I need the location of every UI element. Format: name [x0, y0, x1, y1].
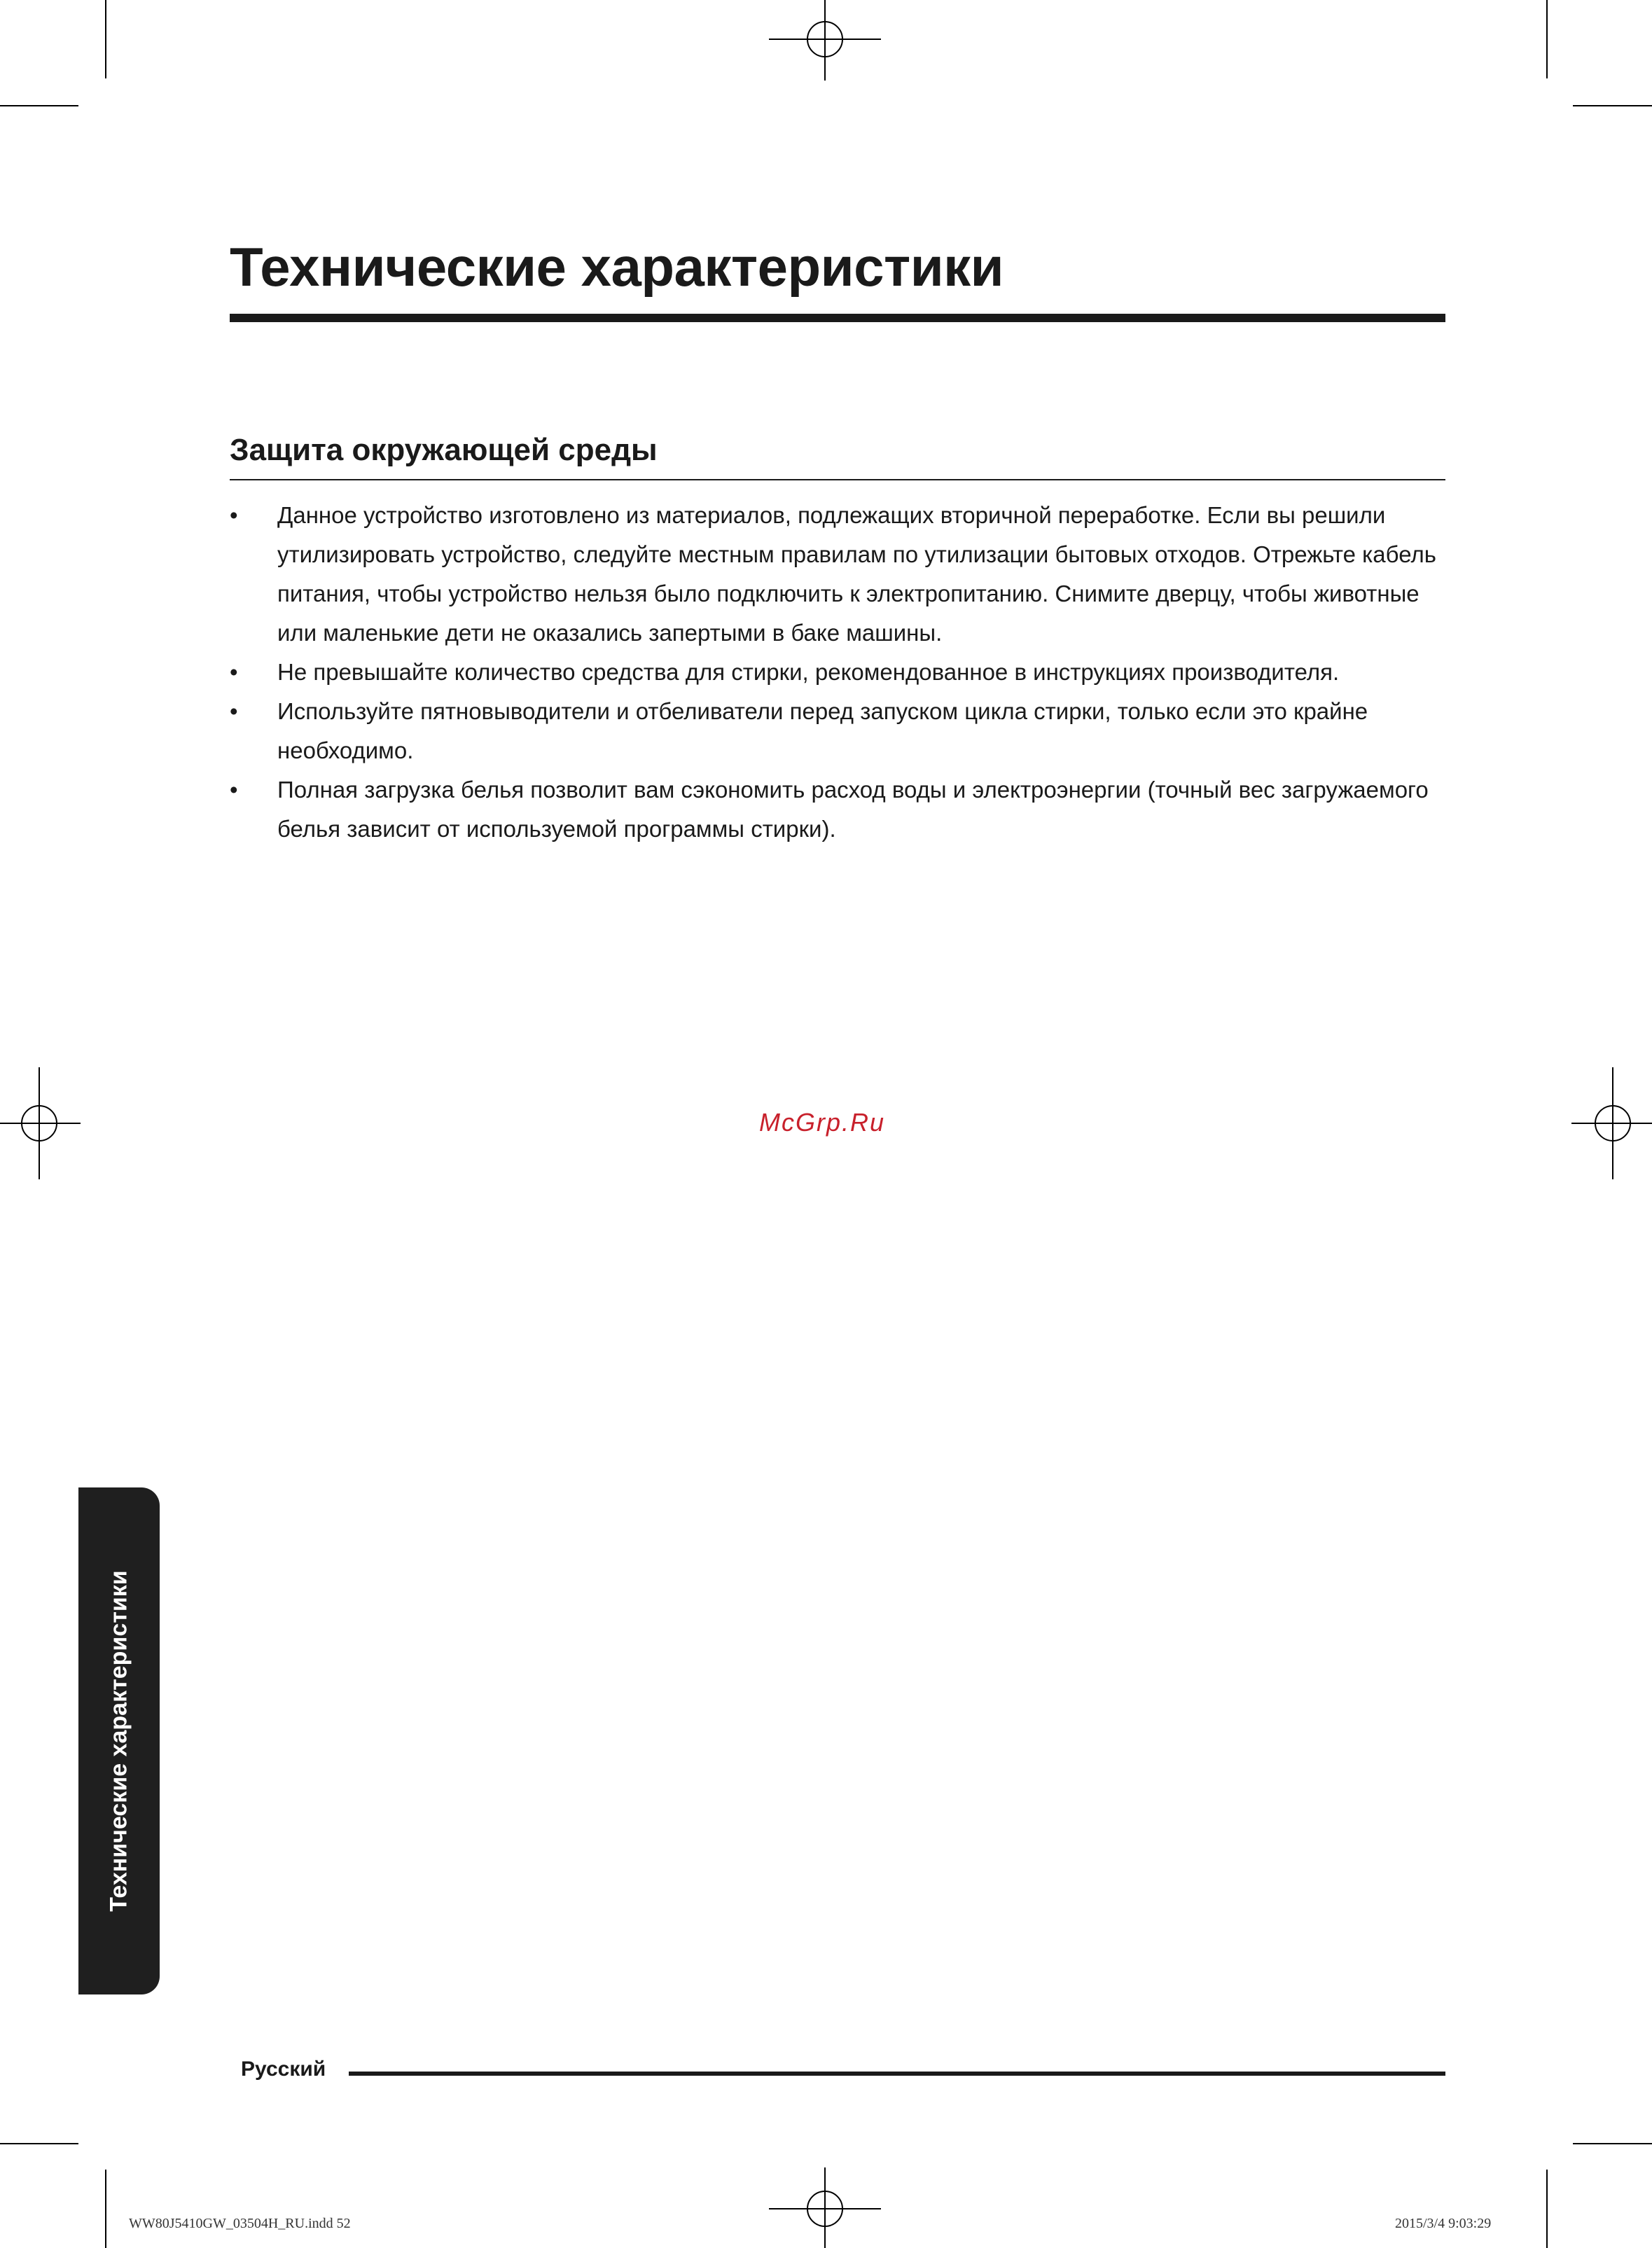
crop-mark [1546, 0, 1548, 78]
section-heading: Защита окружающей среды [230, 433, 658, 467]
list-item-text: Полная загрузка белья позволит вам сэкономить расход воды и электроэнергии (точный вес загружаемого белья зависит от используемой программы стирки). [277, 777, 1429, 842]
list-item-text: Не превышайте количество средства для стирки, рекомендованное в инструкциях производителя. [277, 659, 1340, 685]
crop-mark [105, 0, 106, 78]
slug-file: WW80J5410GW_03504H_RU.indd 52 [129, 2216, 351, 2231]
crop-mark [0, 105, 78, 106]
list-item [230, 770, 1445, 849]
chapter-tab[interactable] [78, 1487, 160, 1994]
registration-mark-icon [1540, 1067, 1652, 1179]
list-item-text: Данное устройство изготовлено из материалов, подлежащих вторичной переработке. Если вы решили утилизировать устройство, следуйте местным правилам по утилизации бытовых отходов. Отрежьте кабель питания, чтобы устройство нельзя было подключить к электропитанию. Снимите дверцу, чтобы животные или маленькие дети не оказались запертыми в баке машины. [277, 502, 1436, 646]
footer-language: Русский [241, 2058, 326, 2081]
section-divider [230, 479, 1445, 480]
bullet-list [230, 496, 1445, 849]
crop-mark [0, 2143, 78, 2144]
bullet-icon: • [230, 502, 238, 528]
bullet-icon: • [230, 777, 238, 803]
bullet-icon: • [230, 659, 238, 685]
list-item [230, 496, 1445, 653]
registration-mark-icon [0, 1067, 112, 1179]
slug-datetime: 2015/3/4 9:03:29 [1395, 2216, 1492, 2231]
registration-mark-icon [769, 0, 881, 112]
list-item [230, 653, 1445, 692]
watermark: McGrp.Ru [759, 1108, 886, 1137]
footer-divider [349, 2072, 1445, 2076]
page-title: Технические характеристики [230, 236, 1004, 298]
list-item-text: Используйте пятновыводители и отбеливатели перед запуском цикла стирки, только если это крайне необходимо. [277, 698, 1368, 763]
crop-mark [1573, 2143, 1652, 2144]
registration-mark-icon [769, 2136, 881, 2248]
list-item [230, 692, 1445, 770]
crop-mark [105, 2170, 106, 2248]
crop-mark [1573, 105, 1652, 106]
crop-mark [1546, 2170, 1548, 2248]
chapter-tab-label: Технические характеристики [105, 1570, 132, 1912]
bullet-icon: • [230, 698, 238, 724]
title-divider [230, 314, 1445, 322]
